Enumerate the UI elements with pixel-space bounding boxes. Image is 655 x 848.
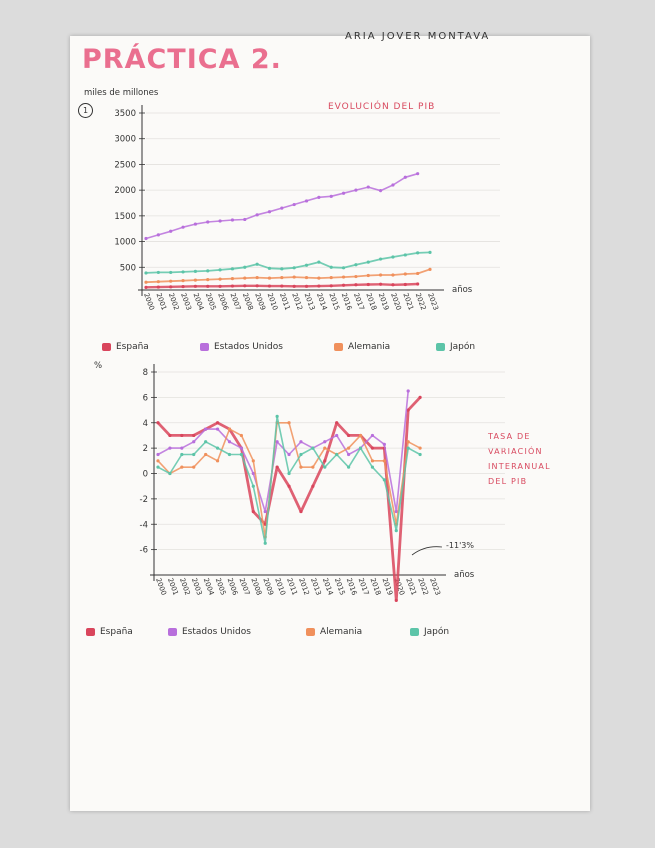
data-point xyxy=(240,453,243,456)
data-point xyxy=(418,447,421,450)
data-point xyxy=(204,453,207,456)
data-point xyxy=(276,466,279,469)
x-tick-label: 2018 xyxy=(368,576,383,597)
x-tick-label: 2005 xyxy=(203,291,218,312)
x-tick-label: 2001 xyxy=(154,291,169,312)
chart2-title: TASA DE VARIACIÓN INTERANUAL DEL PIB xyxy=(488,432,551,486)
data-point xyxy=(287,453,290,456)
exercise-number: 1 xyxy=(78,103,93,118)
x-tick-label: 2017 xyxy=(356,576,371,597)
data-point xyxy=(299,453,302,456)
x-tick-label: 2012 xyxy=(297,576,311,597)
data-point xyxy=(240,434,243,437)
data-point xyxy=(347,447,350,450)
legend-swatch xyxy=(436,343,445,351)
y-tick-label: 500 xyxy=(119,263,136,274)
data-point xyxy=(371,434,374,437)
data-point xyxy=(264,542,267,545)
legend-label: Alemania xyxy=(320,627,363,637)
author-name: ARIA JOVER MONTAVA xyxy=(345,31,491,42)
x-tick-label: 2021 xyxy=(401,291,416,312)
x-tick-label: 2018 xyxy=(364,291,378,312)
data-point xyxy=(323,440,326,443)
x-tick-label: 2009 xyxy=(261,576,275,597)
data-point xyxy=(287,485,290,488)
data-point xyxy=(216,427,219,430)
data-point xyxy=(216,447,219,450)
legend-label: Alemania xyxy=(348,342,391,352)
data-point xyxy=(156,466,159,469)
data-point xyxy=(264,510,267,513)
data-point xyxy=(192,453,195,456)
legend-label: España xyxy=(116,342,149,352)
x-tick-label: 2017 xyxy=(352,291,366,312)
x-tick-label: 2020 xyxy=(392,576,406,597)
data-point xyxy=(335,453,338,456)
data-point xyxy=(359,434,362,437)
x-tick-label: 2019 xyxy=(380,576,395,597)
data-point xyxy=(407,447,410,450)
x-tick-label: 2008 xyxy=(249,576,264,597)
x-tick-label: 2015 xyxy=(327,291,341,312)
data-point xyxy=(252,459,255,462)
legend-label: Japón xyxy=(450,342,476,352)
x-axis-label: años xyxy=(454,570,475,580)
legend-swatch xyxy=(306,628,315,636)
legend-label: España xyxy=(100,627,133,637)
data-point xyxy=(252,485,255,488)
data-point xyxy=(156,459,159,462)
x-tick-label: 2002 xyxy=(166,291,181,312)
y-tick-label: -2 xyxy=(139,494,148,505)
data-point xyxy=(180,447,183,450)
data-point xyxy=(311,447,314,450)
legend-swatch xyxy=(410,628,419,636)
data-point xyxy=(323,466,326,469)
data-point xyxy=(311,485,314,488)
x-tick-label: 2019 xyxy=(376,291,391,312)
data-point xyxy=(418,396,421,399)
data-point xyxy=(240,447,243,450)
x-tick-label: 2004 xyxy=(201,576,216,597)
x-tick-label: 2006 xyxy=(216,291,230,312)
data-point xyxy=(168,472,171,475)
data-point xyxy=(383,478,386,481)
data-point xyxy=(156,453,159,456)
y-tick-label: 6 xyxy=(142,393,148,404)
data-point xyxy=(204,440,207,443)
data-point xyxy=(180,466,183,469)
data-point xyxy=(168,434,171,437)
data-point xyxy=(228,453,231,456)
legend-item xyxy=(168,627,251,637)
x-tick-label: 2016 xyxy=(339,291,354,312)
y-tick-label: 1000 xyxy=(114,237,136,248)
data-point xyxy=(407,440,410,443)
x-tick-label: 2023 xyxy=(426,291,440,312)
data-point xyxy=(252,510,255,513)
data-point xyxy=(395,529,398,532)
x-tick-label: 2001 xyxy=(166,576,180,597)
legend-item xyxy=(200,342,283,352)
data-point xyxy=(371,466,374,469)
x-tick-label: 2003 xyxy=(189,576,204,597)
legend-item xyxy=(86,627,133,637)
data-point xyxy=(383,459,386,462)
data-point xyxy=(347,434,350,437)
x-axis-label: años xyxy=(452,285,473,295)
x-tick-label: 2016 xyxy=(344,576,359,597)
x-tick-label: 2011 xyxy=(277,291,292,312)
x-tick-label: 2010 xyxy=(273,576,287,597)
data-point xyxy=(323,447,326,450)
data-point xyxy=(299,440,302,443)
legend-item xyxy=(334,342,390,352)
x-tick-label: 2007 xyxy=(228,291,243,312)
x-tick-label: 2000 xyxy=(142,291,156,312)
x-tick-label: 2021 xyxy=(404,576,418,597)
chart1-title: EVOLUCIÓN DEL PIB xyxy=(328,102,436,112)
y-axis-label: miles de millones xyxy=(84,88,159,98)
data-point xyxy=(276,415,279,418)
y-tick-label: -4 xyxy=(139,520,148,531)
chart2-annotation: -11'3% xyxy=(446,541,474,550)
legend-label: Estados Unidos xyxy=(182,627,251,637)
data-point xyxy=(311,466,314,469)
data-point xyxy=(418,453,421,456)
x-tick-label: 2002 xyxy=(177,576,192,597)
x-tick-label: 2005 xyxy=(213,576,228,597)
x-tick-label: 2011 xyxy=(285,576,299,597)
x-tick-label: 2006 xyxy=(225,576,240,597)
y-tick-label: 3000 xyxy=(114,134,136,145)
x-tick-label: 2022 xyxy=(416,576,430,597)
legend-item xyxy=(102,342,149,352)
data-point xyxy=(383,443,386,446)
data-point xyxy=(180,434,183,437)
y-tick-label: 8 xyxy=(142,368,148,378)
x-tick-label: 2015 xyxy=(332,576,347,597)
x-tick-label: 2003 xyxy=(179,291,193,312)
x-tick-label: 2000 xyxy=(154,576,168,597)
data-point xyxy=(371,459,374,462)
data-point xyxy=(395,599,398,602)
y-tick-label: 1500 xyxy=(114,211,136,222)
x-tick-label: 2022 xyxy=(413,291,428,312)
x-tick-label: 2012 xyxy=(290,291,304,312)
data-point xyxy=(299,510,302,513)
legend-swatch xyxy=(102,343,111,351)
y-tick-label: 0 xyxy=(142,469,148,480)
data-point xyxy=(228,427,231,430)
data-point xyxy=(216,459,219,462)
legend-swatch xyxy=(334,343,343,351)
data-point xyxy=(323,459,326,462)
x-tick-label: 2023 xyxy=(428,576,442,597)
data-point xyxy=(192,466,195,469)
y-tick-label: 3500 xyxy=(114,109,136,119)
x-tick-label: 2014 xyxy=(314,291,329,312)
series-line-1 xyxy=(158,391,408,512)
x-tick-label: 2008 xyxy=(240,291,255,312)
data-point xyxy=(371,447,374,450)
legend-item xyxy=(410,627,449,637)
data-point xyxy=(335,421,338,424)
data-point xyxy=(287,421,290,424)
legend-item xyxy=(436,342,475,352)
legend-swatch xyxy=(86,628,95,636)
annotation-pointer xyxy=(412,547,442,555)
y-tick-label: 2 xyxy=(142,444,148,455)
data-point xyxy=(299,466,302,469)
y-tick-label: 2500 xyxy=(114,160,136,171)
legend-swatch xyxy=(200,343,209,351)
x-tick-label: 2013 xyxy=(308,576,323,597)
x-tick-label: 2004 xyxy=(191,291,206,312)
x-tick-label: 2007 xyxy=(237,576,252,597)
data-point xyxy=(287,472,290,475)
x-tick-label: 2013 xyxy=(302,291,317,312)
legend-label: Japón xyxy=(424,627,450,637)
y-axis-label: % xyxy=(94,361,103,371)
data-point xyxy=(347,466,350,469)
legend-swatch xyxy=(168,628,177,636)
y-tick-label: -6 xyxy=(139,545,148,556)
data-point xyxy=(228,440,231,443)
legend-item xyxy=(306,627,362,637)
data-point xyxy=(180,453,183,456)
data-point xyxy=(192,440,195,443)
data-point xyxy=(407,389,410,392)
data-point xyxy=(204,427,207,430)
x-tick-label: 2010 xyxy=(265,291,280,312)
data-point xyxy=(335,434,338,437)
y-tick-label: 2000 xyxy=(114,186,136,197)
data-point xyxy=(168,447,171,450)
data-point xyxy=(156,421,159,424)
y-tick-label: 4 xyxy=(142,418,148,429)
data-point xyxy=(192,434,195,437)
x-tick-label: 2009 xyxy=(253,291,267,312)
data-point xyxy=(347,453,350,456)
data-point xyxy=(216,421,219,424)
x-tick-label: 2014 xyxy=(320,576,335,597)
series-line-2 xyxy=(158,423,420,537)
x-tick-label: 2020 xyxy=(389,291,403,312)
legend-label: Estados Unidos xyxy=(214,342,283,352)
data-point xyxy=(359,447,362,450)
page-title: PRÁCTICA 2. xyxy=(82,44,282,75)
